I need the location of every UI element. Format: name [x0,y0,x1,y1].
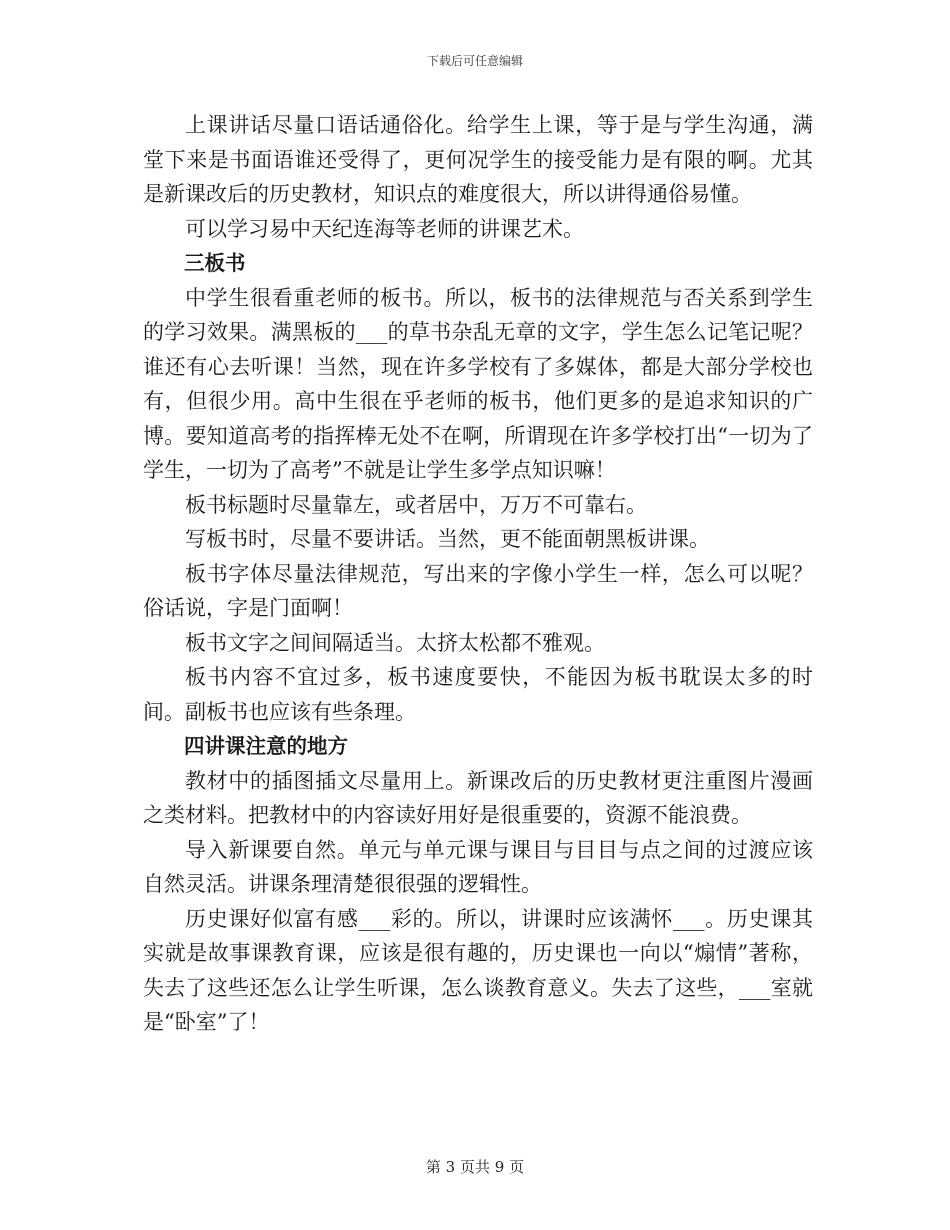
section-heading: 四讲课注意的地方 [184,734,348,758]
paragraph: 导入新课要自然。单元与单元课与课目与目目与点之间的过渡应该自然灵活。讲课条理清楚很很强的逻辑性。 [143,837,813,896]
paragraph: 中学生很看重老师的板书。所以，板书的法律规范与否关系到学生的学习效果。满黑板的___的草书杂乱无章的文字，学生怎么记笔记呢？谁还有心去听课！当然，现在许多学校有了多媒体，都是大部分学校也有，但很少用。高中生很在乎老师的板书，他们更多的是追求知识的广博。要知道高考的指挥棒无处不在啊，所谓现在许多学校打出“一切为了学生，一切为了高考”不就是让学生多学点知识嘛！ [143,285,813,482]
paragraph: 板书字体尽量法律规范，写出来的字像小学生一样，怎么可以呢？俗话说，字是门面啊！ [143,561,813,620]
paragraph: 写板书时，尽量不要讲话。当然，更不能面朝黑板讲课。 [185,527,710,551]
paragraph: 历史课好似富有感___彩的。所以，讲课时应该满怀___。历史课其实就是故事课教育课，应该是很有趣的，历史课也一向以“煽情”著称，失去了这些还怎么让学生听课，怎么谈教育意义。失去了这些，___室就是“卧室”了！ [143,906,813,1034]
paragraph: 可以学习易中天纪连海等老师的讲课艺术。 [185,216,584,241]
page-header: 下载后可任意编辑 [426,54,523,68]
paragraph: 上课讲话尽量口语话通俗化。给学生上课，等于是与学生沟通，满堂下来是书面语谁还受得了，更何况学生的接受能力是有限的啊。尤其是新课改后的历史教材，知识点的难度很大，所以讲得通俗易懂。 [143,113,813,206]
paragraph: 板书文字之间间隔适当。太挤太松都不雅观。 [185,630,605,655]
section-heading: 三板书 [184,251,246,275]
paragraph: 板书内容不宜过多，板书速度要快，不能因为板书耽误太多的时间。副板书也应该有些条理。 [143,665,813,724]
document-body [143,108,813,1040]
paragraph: 板书标题时尽量靠左，或者居中，万万不可靠右。 [185,492,647,517]
page-footer: 第 3 页共 9 页 [425,1158,525,1176]
paragraph: 教材中的插图插文尽量用上。新课改后的历史教材更注重图片漫画之类材料。把教材中的内容读好用好是很重要的，资源不能浪费。 [143,768,813,827]
